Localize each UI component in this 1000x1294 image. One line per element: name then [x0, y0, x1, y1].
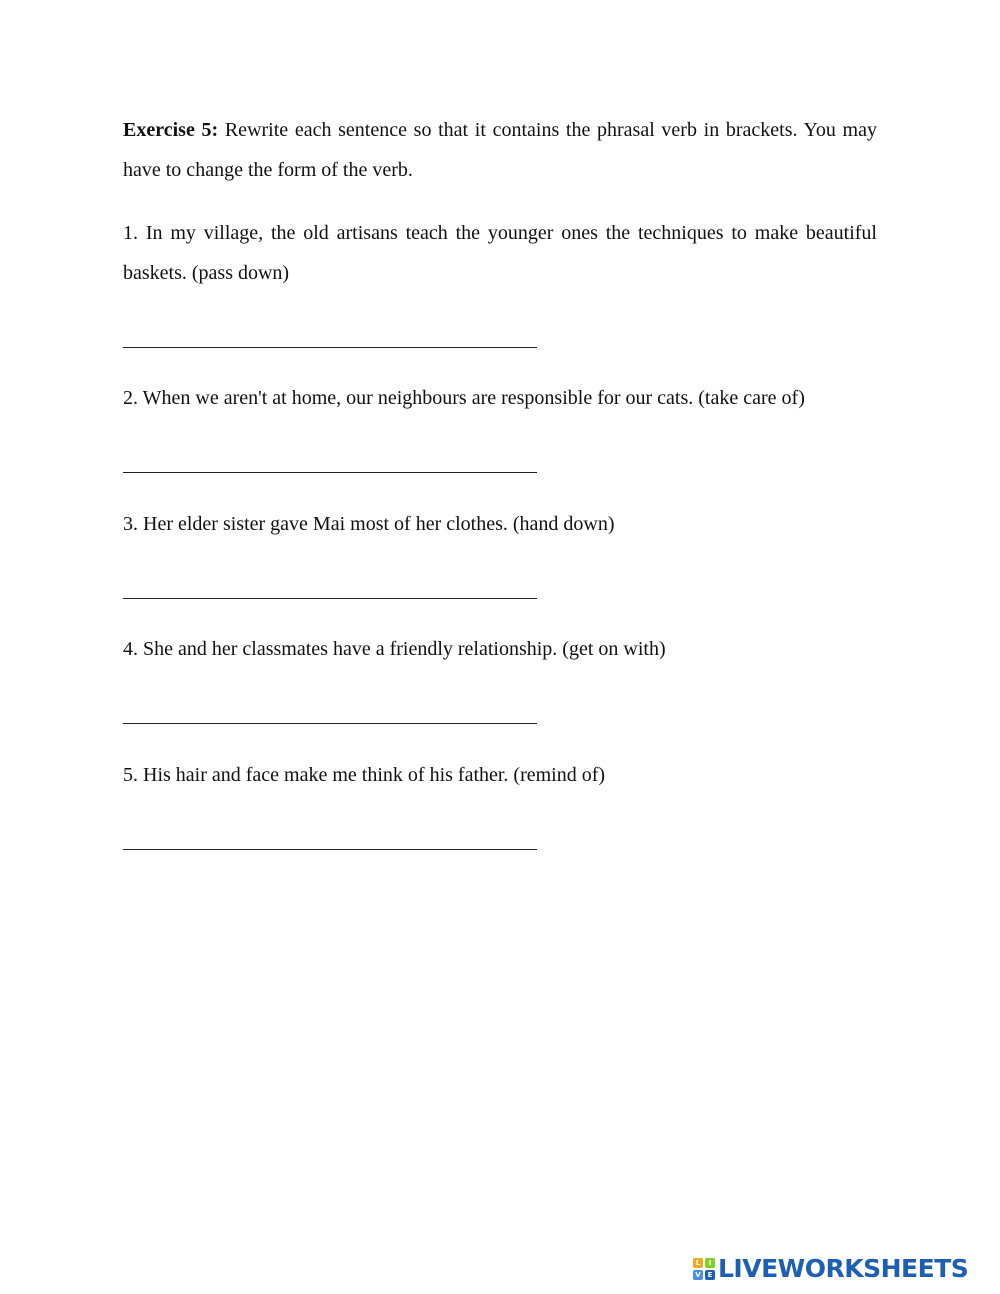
answer-line-3[interactable] [123, 598, 537, 599]
exercise-label: Exercise 5: [123, 119, 219, 141]
question-3: 3. Her elder sister gave Mai most of her clothes. (hand down) [123, 513, 615, 535]
question-2: 2. When we aren't at home, our neighbours are responsible for our cats. (take care of) [123, 387, 805, 409]
logo-mark-letter: V [693, 1270, 703, 1280]
question-5: 5. His hair and face make me think of his father. (remind of) [123, 764, 606, 786]
logo-mark-letter: E [705, 1270, 715, 1280]
logo-text: LIVEWORKSHEETS [718, 1254, 969, 1283]
logo-mark-letter: L [693, 1258, 703, 1268]
exercise-instruction-text: Rewrite each sentence so that it contains the phrasal verb in brackets. You may have to change the form of the verb. [123, 119, 877, 181]
question-4: 4. She and her classmates have a friendly relationship. (get on with) [123, 638, 666, 660]
exercise-instructions [123, 110, 877, 190]
logo-mark-letter: I [705, 1258, 715, 1268]
answer-line-2[interactable] [123, 472, 537, 473]
answer-line-1[interactable] [123, 347, 537, 348]
logo-mark-icon [693, 1258, 715, 1280]
question-1: 1. In my village, the old artisans teach the younger ones the techniques to make beautiful baskets. (pass down) [123, 222, 877, 284]
answer-line-5[interactable] [123, 849, 537, 850]
liveworksheets-logo [693, 1256, 968, 1282]
answer-line-4[interactable] [123, 723, 537, 724]
